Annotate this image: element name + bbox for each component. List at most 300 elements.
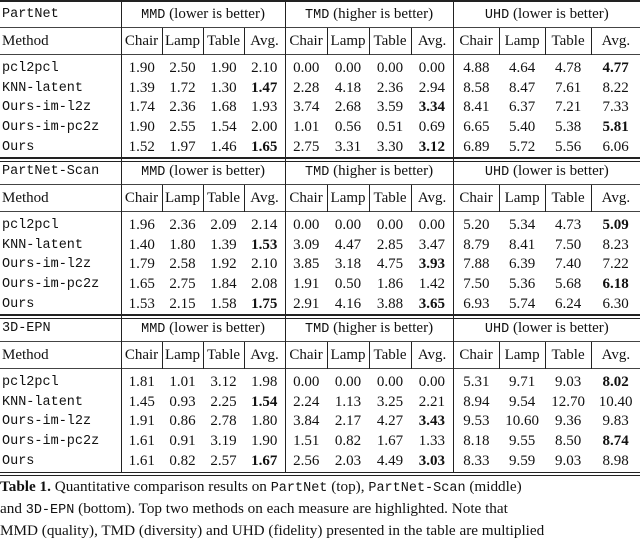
value-cell: 2.10 xyxy=(251,256,278,273)
column-header-table: Table xyxy=(545,28,591,55)
value-cell: 6.37 xyxy=(508,99,536,116)
column-header-table: Table xyxy=(203,28,244,55)
value-cell: 2.28 xyxy=(285,79,327,99)
value-cell: 5.74 xyxy=(499,294,545,317)
value-cell: 0.00 xyxy=(334,217,362,234)
value-cell: 3.59 xyxy=(376,99,404,116)
column-header-lamp: Lamp xyxy=(499,342,545,369)
caption-dataset: 3D-EPN xyxy=(25,503,75,518)
metric-header-mmd xyxy=(121,315,285,342)
column-header-lamp: Lamp xyxy=(499,185,545,212)
column-header-avg: Avg. xyxy=(411,185,453,212)
value-cell: 1.90 xyxy=(121,59,162,79)
metric-code: TMD xyxy=(305,322,330,337)
metric-note: (higher is better) xyxy=(329,320,434,336)
value-cell: 1.30 xyxy=(210,79,237,96)
value-cell: 0.00 xyxy=(376,374,404,391)
caption-text: and xyxy=(0,500,26,517)
table-section-3d-epn xyxy=(0,314,640,476)
table-row xyxy=(0,236,640,256)
value-cell: 9.03 xyxy=(545,451,591,474)
value-cell: 5.34 xyxy=(508,217,536,234)
metric-code: UHD xyxy=(484,8,510,23)
value-cell: 1.54 xyxy=(210,118,237,135)
column-header-avg: Avg. xyxy=(411,342,453,369)
value-cell: 9.03 xyxy=(554,374,582,391)
value-cell: 8.79 xyxy=(453,236,499,256)
value-cell: 6.89 xyxy=(453,137,499,160)
value-cell: 0.82 xyxy=(162,451,203,474)
value-cell: 0.00 xyxy=(334,374,362,391)
method-name: KNN-latent xyxy=(2,80,84,96)
column-header-avg: Avg. xyxy=(591,342,640,369)
column-header-chair: Chair xyxy=(453,185,499,212)
table-row xyxy=(0,275,640,295)
value-cell: 1.80 xyxy=(251,413,278,430)
value-cell: 1.61 xyxy=(121,451,162,474)
table-row xyxy=(0,393,640,413)
column-header-table: Table xyxy=(545,342,591,369)
value-cell: 1.84 xyxy=(210,275,237,292)
value-cell: 8.58 xyxy=(453,79,499,99)
metric-note: (lower is better) xyxy=(165,320,265,336)
dataset-name: 3D-EPN xyxy=(0,315,121,342)
table-row xyxy=(0,98,640,118)
value-cell: 8.02 xyxy=(602,374,629,391)
metric-header-uhd xyxy=(453,315,640,342)
value-cell: 0.00 xyxy=(418,60,445,77)
metric-note: (higher is better) xyxy=(329,163,434,179)
dataset-name: PartNet-Scan xyxy=(0,158,121,185)
column-header-avg: Avg. xyxy=(244,28,285,55)
value-cell: 12.70 xyxy=(551,393,585,410)
column-header-table: Table xyxy=(203,342,244,369)
column-header-table: Table xyxy=(203,185,244,212)
value-cell: 1.72 xyxy=(169,79,196,96)
method-name: KNN-latent xyxy=(2,394,84,410)
value-cell: 2.75 xyxy=(285,137,327,160)
value-cell: 1.39 xyxy=(121,79,162,99)
value-cell: 5.81 xyxy=(602,118,629,135)
value-cell: 4.77 xyxy=(602,60,629,77)
column-header-chair: Chair xyxy=(121,342,162,369)
value-cell: 1.01 xyxy=(169,374,196,391)
value-cell: 8.33 xyxy=(453,451,499,474)
column-header-table: Table xyxy=(369,185,411,212)
value-cell: 1.58 xyxy=(203,294,244,317)
column-header-chair: Chair xyxy=(453,342,499,369)
value-cell: 3.84 xyxy=(285,412,327,432)
table-row xyxy=(0,432,640,452)
value-cell: 6.18 xyxy=(602,275,629,292)
value-cell: 4.27 xyxy=(376,413,404,430)
value-cell: 8.22 xyxy=(602,79,629,96)
value-cell: 1.53 xyxy=(251,236,278,253)
value-cell: 8.41 xyxy=(453,98,499,118)
value-cell: 2.85 xyxy=(376,236,404,253)
value-cell: 3.47 xyxy=(418,236,445,253)
metric-code: MMD xyxy=(141,165,166,180)
method-name: Ours-im-pc2z xyxy=(2,276,100,292)
column-header-avg: Avg. xyxy=(591,28,640,55)
value-cell: 2.09 xyxy=(210,217,237,234)
value-cell: 4.75 xyxy=(376,256,404,273)
value-cell: 7.50 xyxy=(554,236,582,253)
value-cell: 7.50 xyxy=(453,275,499,295)
column-header-lamp: Lamp xyxy=(327,185,369,212)
column-header-chair: Chair xyxy=(285,28,327,55)
value-cell: 7.40 xyxy=(554,256,582,273)
value-cell: 2.36 xyxy=(169,99,196,116)
value-cell: 2.14 xyxy=(251,217,278,234)
column-header-table: Table xyxy=(545,185,591,212)
value-cell: 1.91 xyxy=(285,275,327,295)
value-cell: 0.00 xyxy=(376,217,404,234)
value-cell: 1.65 xyxy=(244,137,285,160)
value-cell: 0.93 xyxy=(169,393,196,410)
value-cell: 9.55 xyxy=(508,432,536,449)
value-cell: 2.00 xyxy=(251,118,278,135)
table-row xyxy=(0,59,640,79)
value-cell: 0.00 xyxy=(334,60,362,77)
value-cell: 1.90 xyxy=(121,118,162,138)
value-cell: 3.85 xyxy=(285,255,327,275)
caption-text: (bottom). Top two methods on each measure are highlighted. Note that xyxy=(74,500,508,517)
value-cell: 1.33 xyxy=(418,432,445,449)
value-cell: 8.74 xyxy=(602,432,629,449)
metric-header-uhd xyxy=(453,158,640,185)
caption-dataset: PartNet xyxy=(270,481,328,496)
value-cell: 2.91 xyxy=(285,294,327,317)
value-cell: 6.93 xyxy=(453,294,499,317)
value-cell: 9.36 xyxy=(554,413,582,430)
metric-note: (lower is better) xyxy=(165,163,265,179)
value-cell: 1.79 xyxy=(121,255,162,275)
method-name: pcl2pcl xyxy=(2,61,59,77)
column-header-avg: Avg. xyxy=(244,185,285,212)
value-cell: 2.03 xyxy=(327,451,369,474)
value-cell: 0.50 xyxy=(334,275,362,292)
value-cell: 3.09 xyxy=(285,236,327,256)
value-cell: 3.88 xyxy=(369,294,411,317)
value-cell: 7.21 xyxy=(554,99,582,116)
value-cell: 0.00 xyxy=(418,217,445,234)
value-cell: 1.81 xyxy=(121,373,162,393)
value-cell: 0.00 xyxy=(285,373,327,393)
column-header-lamp: Lamp xyxy=(327,342,369,369)
value-cell: 6.30 xyxy=(591,294,640,317)
value-cell: 8.18 xyxy=(453,432,499,452)
value-cell: 1.93 xyxy=(251,99,278,116)
value-cell: 8.47 xyxy=(508,79,536,96)
column-header-table: Table xyxy=(369,342,411,369)
value-cell: 8.50 xyxy=(554,432,582,449)
table-row xyxy=(0,451,640,474)
value-cell: 8.94 xyxy=(453,393,499,413)
value-cell: 0.56 xyxy=(334,118,362,135)
column-header-chair: Chair xyxy=(121,28,162,55)
metric-note: (higher is better) xyxy=(329,6,434,22)
value-cell: 2.36 xyxy=(376,79,404,96)
value-cell: 9.53 xyxy=(453,412,499,432)
value-cell: 1.68 xyxy=(210,99,237,116)
value-cell: 5.56 xyxy=(545,137,591,160)
value-cell: 1.75 xyxy=(244,294,285,317)
value-cell: 0.82 xyxy=(334,432,362,449)
caption-label: Table 1. xyxy=(0,478,51,495)
value-cell: 1.53 xyxy=(121,294,162,317)
value-cell: 2.50 xyxy=(169,60,196,77)
caption-line-1 xyxy=(0,477,640,499)
value-cell: 2.17 xyxy=(334,413,362,430)
value-cell: 0.00 xyxy=(285,216,327,236)
value-cell: 3.18 xyxy=(334,256,362,273)
value-cell: 1.98 xyxy=(251,374,278,391)
method-name: Ours-im-pc2z xyxy=(2,433,100,449)
table-row xyxy=(0,412,640,432)
value-cell: 1.65 xyxy=(121,275,162,295)
value-cell: 0.00 xyxy=(418,374,445,391)
column-header-lamp: Lamp xyxy=(162,342,203,369)
value-cell: 2.94 xyxy=(418,79,445,96)
metric-code: MMD xyxy=(141,322,166,337)
value-cell: 3.65 xyxy=(411,294,453,317)
value-cell: 1.90 xyxy=(251,432,278,449)
metric-code: TMD xyxy=(305,8,330,23)
method-name: pcl2pcl xyxy=(2,218,59,234)
value-cell: 2.24 xyxy=(285,393,327,413)
dataset-name: PartNet xyxy=(0,1,121,28)
value-cell: 0.51 xyxy=(376,118,404,135)
value-cell: 5.40 xyxy=(508,118,536,135)
value-cell: 2.75 xyxy=(169,275,196,292)
value-cell: 2.15 xyxy=(162,294,203,317)
method-name: KNN-latent xyxy=(2,237,84,253)
value-cell: 2.36 xyxy=(169,217,196,234)
method-header: Method xyxy=(0,185,121,212)
metric-header-uhd xyxy=(453,1,640,28)
value-cell: 7.61 xyxy=(554,79,582,96)
value-cell: 3.19 xyxy=(210,432,237,449)
caption-dataset: PartNet-Scan xyxy=(368,481,466,496)
value-cell: 8.41 xyxy=(508,236,536,253)
method-name: Ours xyxy=(0,137,121,160)
value-cell: 1.54 xyxy=(251,393,278,410)
metric-header-tmd xyxy=(285,1,453,28)
value-cell: 1.46 xyxy=(203,137,244,160)
column-header-row xyxy=(0,28,640,55)
caption-line-2 xyxy=(0,499,640,521)
caption-text: (top), xyxy=(327,478,369,495)
table-caption xyxy=(0,477,640,541)
value-cell: 6.39 xyxy=(508,256,536,273)
value-cell: 3.25 xyxy=(376,393,404,410)
method-name: Ours-im-l2z xyxy=(2,257,92,273)
column-header-table: Table xyxy=(369,28,411,55)
value-cell: 6.06 xyxy=(591,137,640,160)
column-header-row xyxy=(0,185,640,212)
value-cell: 1.97 xyxy=(162,137,203,160)
table-row xyxy=(0,373,640,393)
value-cell: 6.24 xyxy=(545,294,591,317)
value-cell: 3.34 xyxy=(418,99,445,116)
table-section-partnet xyxy=(0,0,640,162)
table-row xyxy=(0,216,640,236)
value-cell: 3.12 xyxy=(411,137,453,160)
value-cell: 4.88 xyxy=(453,59,499,79)
table-section-partnet-scan xyxy=(0,157,640,319)
value-cell: 3.74 xyxy=(285,98,327,118)
caption-line-3: MMD (quality), TMD (diversity) and UHD (fidelity) presented in the table are multiplied xyxy=(0,522,545,539)
value-cell: 4.16 xyxy=(327,294,369,317)
method-name: Ours-im-l2z xyxy=(2,100,92,116)
value-cell: 1.67 xyxy=(376,432,404,449)
value-cell: 1.92 xyxy=(210,256,237,273)
value-cell: 2.57 xyxy=(203,451,244,474)
column-header-chair: Chair xyxy=(121,185,162,212)
value-cell: 2.78 xyxy=(210,413,237,430)
results-table xyxy=(0,157,640,319)
method-name: Ours-im-pc2z xyxy=(2,119,100,135)
metric-header-mmd xyxy=(121,1,285,28)
column-header-lamp: Lamp xyxy=(499,28,545,55)
value-cell: 1.52 xyxy=(121,137,162,160)
value-cell: 2.56 xyxy=(285,451,327,474)
value-cell: 3.43 xyxy=(418,413,445,430)
metric-header-tmd xyxy=(285,158,453,185)
column-header-chair: Chair xyxy=(285,185,327,212)
value-cell: 0.69 xyxy=(418,118,445,135)
value-cell: 1.01 xyxy=(285,118,327,138)
table-row xyxy=(0,118,640,138)
value-cell: 7.33 xyxy=(602,99,629,116)
value-cell: 1.51 xyxy=(285,432,327,452)
column-header-chair: Chair xyxy=(453,28,499,55)
metric-header-row xyxy=(0,315,640,342)
method-header: Method xyxy=(0,342,121,369)
column-header-avg: Avg. xyxy=(244,342,285,369)
column-header-lamp: Lamp xyxy=(327,28,369,55)
value-cell: 0.00 xyxy=(376,60,404,77)
column-header-chair: Chair xyxy=(285,342,327,369)
value-cell: 4.49 xyxy=(369,451,411,474)
metric-note: (lower is better) xyxy=(509,320,609,336)
value-cell: 1.74 xyxy=(121,98,162,118)
column-header-avg: Avg. xyxy=(411,28,453,55)
value-cell: 5.09 xyxy=(602,217,629,234)
value-cell: 1.40 xyxy=(121,236,162,256)
metric-note: (lower is better) xyxy=(165,6,265,22)
value-cell: 9.71 xyxy=(508,374,536,391)
method-name: Ours-im-l2z xyxy=(2,414,92,430)
value-cell: 2.08 xyxy=(251,275,278,292)
value-cell: 6.65 xyxy=(453,118,499,138)
value-cell: 0.00 xyxy=(285,59,327,79)
value-cell: 2.55 xyxy=(169,118,196,135)
value-cell: 1.42 xyxy=(418,275,445,292)
value-cell: 3.03 xyxy=(411,451,453,474)
value-cell: 4.47 xyxy=(334,236,362,253)
value-cell: 3.93 xyxy=(418,256,445,273)
value-cell: 3.12 xyxy=(210,374,237,391)
metric-code: UHD xyxy=(484,322,510,337)
metric-header-row xyxy=(0,158,640,185)
value-cell: 0.86 xyxy=(169,413,196,430)
value-cell: 1.90 xyxy=(210,60,237,77)
value-cell: 1.80 xyxy=(169,236,196,253)
table-row xyxy=(0,255,640,275)
value-cell: 2.25 xyxy=(210,393,237,410)
value-cell: 2.10 xyxy=(251,60,278,77)
method-name: Ours xyxy=(0,294,121,317)
value-cell: 5.36 xyxy=(508,275,536,292)
value-cell: 7.22 xyxy=(602,256,629,273)
value-cell: 4.73 xyxy=(554,217,582,234)
caption-text: (middle) xyxy=(465,478,522,495)
value-cell: 3.30 xyxy=(369,137,411,160)
method-name: Ours xyxy=(0,451,121,474)
metric-header-tmd xyxy=(285,315,453,342)
results-table xyxy=(0,0,640,162)
value-cell: 1.91 xyxy=(121,412,162,432)
metric-note: (lower is better) xyxy=(509,6,609,22)
value-cell: 5.31 xyxy=(453,373,499,393)
value-cell: 3.31 xyxy=(327,137,369,160)
value-cell: 4.18 xyxy=(334,79,362,96)
value-cell: 4.64 xyxy=(508,60,536,77)
value-cell: 1.96 xyxy=(121,216,162,236)
column-header-lamp: Lamp xyxy=(162,28,203,55)
value-cell: 5.38 xyxy=(554,118,582,135)
metric-header-row xyxy=(0,1,640,28)
column-header-row xyxy=(0,342,640,369)
value-cell: 1.47 xyxy=(251,79,278,96)
value-cell: 10.40 xyxy=(598,393,633,410)
value-cell: 8.98 xyxy=(591,451,640,474)
results-table xyxy=(0,314,640,476)
value-cell: 5.72 xyxy=(499,137,545,160)
value-cell: 2.58 xyxy=(169,256,196,273)
value-cell: 1.39 xyxy=(210,236,237,253)
value-cell: 9.59 xyxy=(499,451,545,474)
column-header-lamp: Lamp xyxy=(162,185,203,212)
table-row xyxy=(0,79,640,99)
value-cell: 1.45 xyxy=(121,393,162,413)
method-header: Method xyxy=(0,28,121,55)
value-cell: 5.68 xyxy=(554,275,582,292)
metric-code: MMD xyxy=(141,8,166,23)
value-cell: 8.23 xyxy=(602,236,629,253)
value-cell: 1.13 xyxy=(334,393,362,410)
value-cell: 5.20 xyxy=(453,216,499,236)
value-cell: 2.68 xyxy=(334,99,362,116)
value-cell: 1.61 xyxy=(121,432,162,452)
value-cell: 2.21 xyxy=(418,393,445,410)
column-header-avg: Avg. xyxy=(591,185,640,212)
value-cell: 1.86 xyxy=(376,275,404,292)
metric-header-mmd xyxy=(121,158,285,185)
method-name: pcl2pcl xyxy=(2,375,59,391)
value-cell: 0.91 xyxy=(169,432,196,449)
value-cell: 10.60 xyxy=(505,413,539,430)
value-cell: 1.67 xyxy=(244,451,285,474)
metric-note: (lower is better) xyxy=(509,163,609,179)
value-cell: 7.88 xyxy=(453,255,499,275)
caption-text: Quantitative comparison results on xyxy=(50,478,271,495)
value-cell: 4.78 xyxy=(554,60,582,77)
metric-code: UHD xyxy=(484,165,510,180)
value-cell: 9.83 xyxy=(602,413,629,430)
